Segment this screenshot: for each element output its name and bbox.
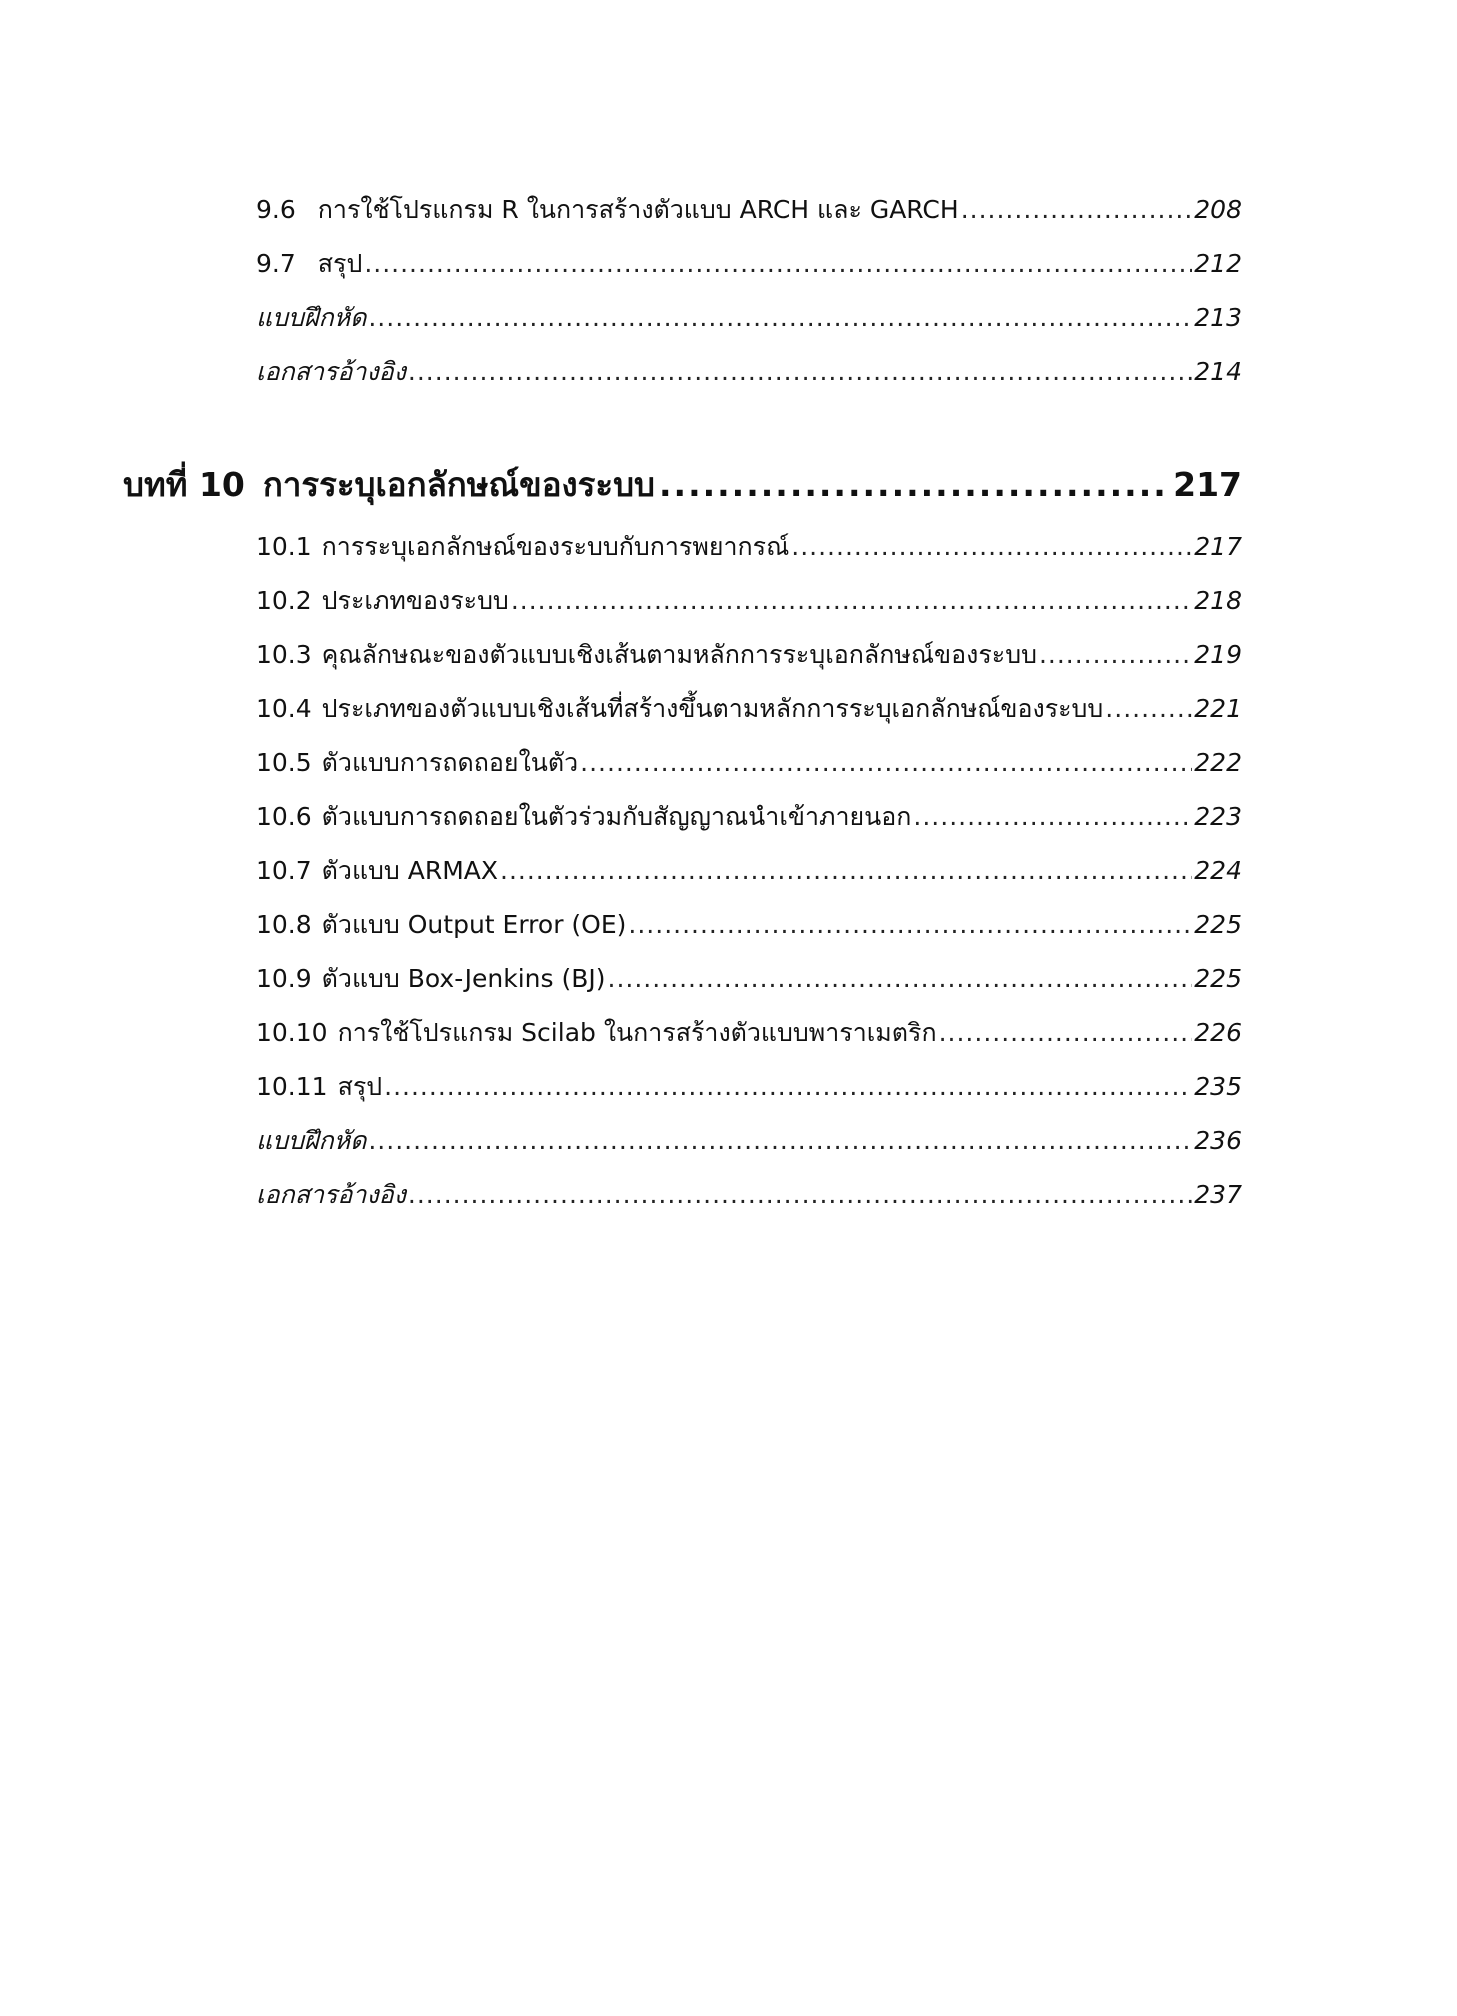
toc-entry-page: 236 bbox=[1194, 1126, 1242, 1155]
dot-leader bbox=[939, 1006, 1193, 1060]
toc-entry-number: 10.7 bbox=[256, 856, 312, 885]
toc-entry[interactable] bbox=[256, 682, 1242, 736]
dot-leader bbox=[368, 291, 1192, 345]
toc-entry-number: 10.6 bbox=[256, 802, 312, 831]
toc-entry-references[interactable] bbox=[256, 1168, 1242, 1222]
toc-entry[interactable] bbox=[256, 628, 1242, 682]
dot-leader bbox=[659, 455, 1169, 515]
toc-entry-title: ตัวแบบ Output Error (OE) bbox=[321, 910, 627, 939]
toc-entry-page: 237 bbox=[1194, 1180, 1242, 1209]
toc-entry[interactable] bbox=[256, 952, 1242, 1006]
toc-entry-page: 235 bbox=[1194, 1072, 1242, 1101]
toc-entry-title: แบบฝึกหัด bbox=[256, 1126, 367, 1155]
toc-entry-number: 9.7 bbox=[256, 249, 296, 278]
toc-entry-number: 9.6 bbox=[256, 195, 296, 224]
toc-entry-page: 221 bbox=[1194, 694, 1242, 723]
toc-entry-title: เอกสารอ้างอิง bbox=[256, 1180, 406, 1209]
dot-leader bbox=[913, 790, 1192, 844]
toc-entry-page: 225 bbox=[1194, 910, 1242, 939]
toc-entry-number: 10.2 bbox=[256, 586, 312, 615]
toc-entry-page: 222 bbox=[1194, 748, 1242, 777]
toc-entry-number: 10.3 bbox=[256, 640, 312, 669]
dot-leader bbox=[384, 1060, 1192, 1114]
toc-entry-page: 224 bbox=[1194, 856, 1242, 885]
toc-entry-title: คุณลักษณะของตัวแบบเชิงเส้นตามหลักการระบุเอกลักษณ์ของระบบ bbox=[321, 640, 1037, 669]
dot-leader bbox=[500, 844, 1192, 898]
toc-entry-page: 214 bbox=[1194, 357, 1242, 386]
toc-section-chapter-10 bbox=[256, 520, 1242, 1222]
toc-entry-number: 10.11 bbox=[256, 1072, 328, 1101]
toc-entry[interactable] bbox=[256, 1060, 1242, 1114]
toc-entry-title: ตัวแบบ Box-Jenkins (BJ) bbox=[321, 964, 606, 993]
chapter-heading[interactable] bbox=[123, 455, 1242, 515]
chapter-page: 217 bbox=[1173, 465, 1242, 504]
toc-entry-number: 10.5 bbox=[256, 748, 312, 777]
toc-entry[interactable] bbox=[256, 736, 1242, 790]
toc-entry[interactable] bbox=[256, 790, 1242, 844]
toc-entry-exercises[interactable] bbox=[256, 1114, 1242, 1168]
dot-leader bbox=[580, 736, 1192, 790]
toc-entry-exercises[interactable] bbox=[256, 291, 1242, 345]
dot-leader bbox=[408, 1168, 1192, 1222]
toc-entry-page: 217 bbox=[1194, 532, 1242, 561]
chapter-title: การระบุเอกลักษณ์ของระบบ bbox=[262, 465, 655, 504]
toc-entry-page: 208 bbox=[1194, 195, 1242, 224]
dot-leader bbox=[791, 520, 1192, 574]
toc-entry-title: สรุป bbox=[337, 1072, 383, 1101]
toc-entry[interactable] bbox=[256, 898, 1242, 952]
toc-entry-page: 218 bbox=[1194, 586, 1242, 615]
toc-entry-page: 225 bbox=[1194, 964, 1242, 993]
toc-entry-title: ตัวแบบการถดถอยในตัวร่วมกับสัญญาณนำเข้าภายนอก bbox=[321, 802, 912, 831]
toc-entry[interactable] bbox=[256, 844, 1242, 898]
toc-entry-title: แบบฝึกหัด bbox=[256, 303, 367, 332]
dot-leader bbox=[961, 183, 1193, 237]
dot-leader bbox=[1039, 628, 1192, 682]
toc-entry[interactable] bbox=[256, 574, 1242, 628]
toc-entry[interactable] bbox=[256, 1006, 1242, 1060]
toc-entry-title: เอกสารอ้างอิง bbox=[256, 357, 406, 386]
dot-leader bbox=[608, 952, 1193, 1006]
toc-entry-title: ตัวแบบ ARMAX bbox=[321, 856, 499, 885]
toc-entry[interactable] bbox=[256, 237, 1242, 291]
chapter-label: บทที่ 10 bbox=[123, 465, 245, 504]
toc-entry-page: 212 bbox=[1194, 249, 1242, 278]
toc-entry-title: ประเภทของตัวแบบเชิงเส้นที่สร้างขึ้นตามหลักการระบุเอกลักษณ์ของระบบ bbox=[321, 694, 1104, 723]
dot-leader bbox=[408, 345, 1192, 399]
toc-entry-number: 10.1 bbox=[256, 532, 312, 561]
dot-leader bbox=[1105, 682, 1192, 736]
toc-entry-number: 10.4 bbox=[256, 694, 312, 723]
toc-entry-number: 10.10 bbox=[256, 1018, 328, 1047]
toc-entry-references[interactable] bbox=[256, 345, 1242, 399]
toc-entry-number: 10.8 bbox=[256, 910, 312, 939]
toc-entry[interactable] bbox=[256, 183, 1242, 237]
dot-leader bbox=[364, 237, 1192, 291]
toc-entry-title: ประเภทของระบบ bbox=[321, 586, 509, 615]
dot-leader bbox=[368, 1114, 1192, 1168]
toc-entry-title: การใช้โปรแกรม R ในการสร้างตัวแบบ ARCH และ GARCH bbox=[317, 195, 959, 224]
toc-entry-page: 219 bbox=[1194, 640, 1242, 669]
toc-entry-title: การใช้โปรแกรม Scilab ในการสร้างตัวแบบพาราเมตริก bbox=[337, 1018, 937, 1047]
toc-entry-title: การระบุเอกลักษณ์ของระบบกับการพยากรณ์ bbox=[321, 532, 790, 561]
toc-entry-page: 213 bbox=[1194, 303, 1242, 332]
dot-leader bbox=[511, 574, 1192, 628]
toc-entry-title: ตัวแบบการถดถอยในตัว bbox=[321, 748, 579, 777]
toc-entry-page: 223 bbox=[1194, 802, 1242, 831]
dot-leader bbox=[628, 898, 1192, 952]
toc-section-prev bbox=[256, 183, 1242, 399]
toc-entry-number: 10.9 bbox=[256, 964, 312, 993]
toc-entry[interactable] bbox=[256, 520, 1242, 574]
toc-entry-title: สรุป bbox=[317, 249, 363, 278]
toc-entry-page: 226 bbox=[1194, 1018, 1242, 1047]
